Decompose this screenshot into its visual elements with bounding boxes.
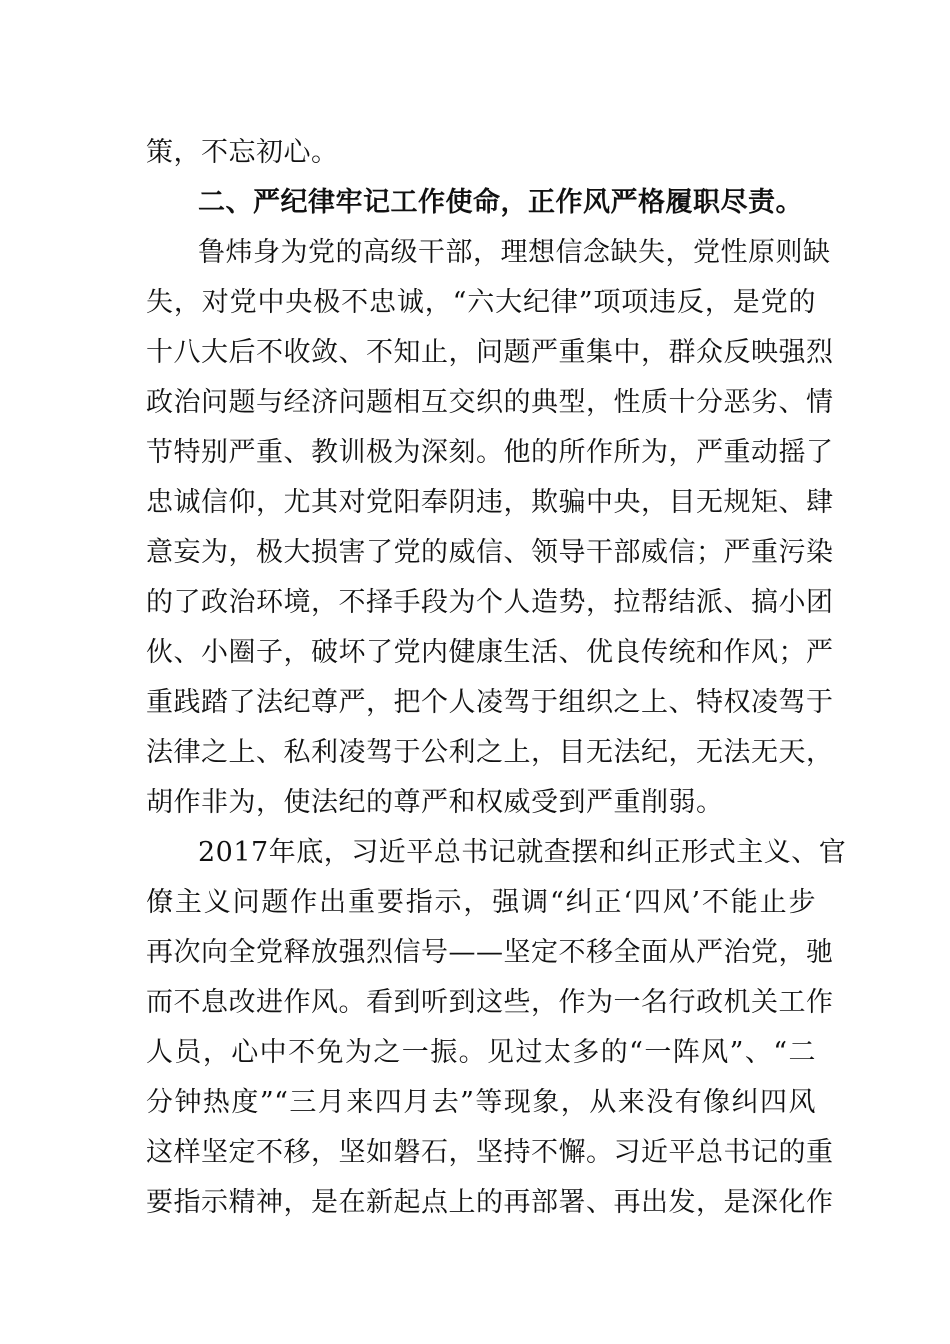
text-line-8: 忠诚信仰，尤其对党阳奉阴违，欺骗中央，目无规矩、肆 bbox=[146, 487, 834, 518]
text-line-14: 胡作非为，使法纪的尊严和权威受到严重削弱。 bbox=[146, 787, 724, 818]
text-line-19: 人员，心中不免为之一振。见过太多的“一阵风”、“二 bbox=[146, 1037, 816, 1068]
text-line-5: 十八大后不收敛、不知止，问题严重集中，群众反映强烈 bbox=[146, 337, 834, 368]
text-line-11: 伙、小圈子，破坏了党内健康生活、优良传统和作风；严 bbox=[146, 637, 834, 668]
text-line-4: 失，对党中央极不忠诚，“六大纪律”项项违反，是党的 bbox=[146, 287, 816, 318]
text-line-12: 重践踏了法纪尊严，把个人凌驾于组织之上、特权凌驾于 bbox=[146, 687, 834, 718]
text-line-22: 要指示精神，是在新起点上的再部署、再出发，是深化作 bbox=[146, 1187, 834, 1218]
text-line-1: 策，不忘初心。 bbox=[146, 137, 339, 168]
text-line-9: 意妄为，极大损害了党的威信、领导干部威信；严重污染 bbox=[146, 537, 834, 568]
text-line-13: 法律之上、私利凌驾于公利之上，目无法纪，无法无天， bbox=[146, 737, 834, 768]
text-line-21: 这样坚定不移，坚如磐石，坚持不懈。习近平总书记的重 bbox=[146, 1137, 834, 1168]
text-line-16: 僚主义问题作出重要指示，强调“纠正‘四风’不能止步 bbox=[146, 887, 816, 918]
text-line-15: 2017年底，习近平总书记就查摆和纠正形式主义、官 bbox=[198, 837, 847, 868]
text-line-6: 政治问题与经济问题相互交织的典型，性质十分恶劣、情 bbox=[146, 387, 834, 418]
text-line-20: 分钟热度”“三月来四月去”等现象，从来没有像纠四风 bbox=[146, 1087, 816, 1118]
text-line-10: 的了政治环境，不择手段为个人造势，拉帮结派、搞小团 bbox=[146, 587, 834, 618]
text-line-17: 再次向全党释放强烈信号——坚定不移全面从严治党，驰 bbox=[146, 937, 834, 968]
text-line-18: 而不息改进作风。看到听到这些，作为一名行政机关工作 bbox=[146, 987, 834, 1018]
text-line-3: 鲁炜身为党的高级干部，理想信念缺失，党性原则缺 bbox=[198, 237, 831, 268]
text-line-7: 节特别严重、教训极为深刻。他的所作所为，严重动摇了 bbox=[146, 437, 834, 468]
section-heading: 二、严纪律牢记工作使命，正作风严格履职尽责。 bbox=[198, 187, 803, 218]
